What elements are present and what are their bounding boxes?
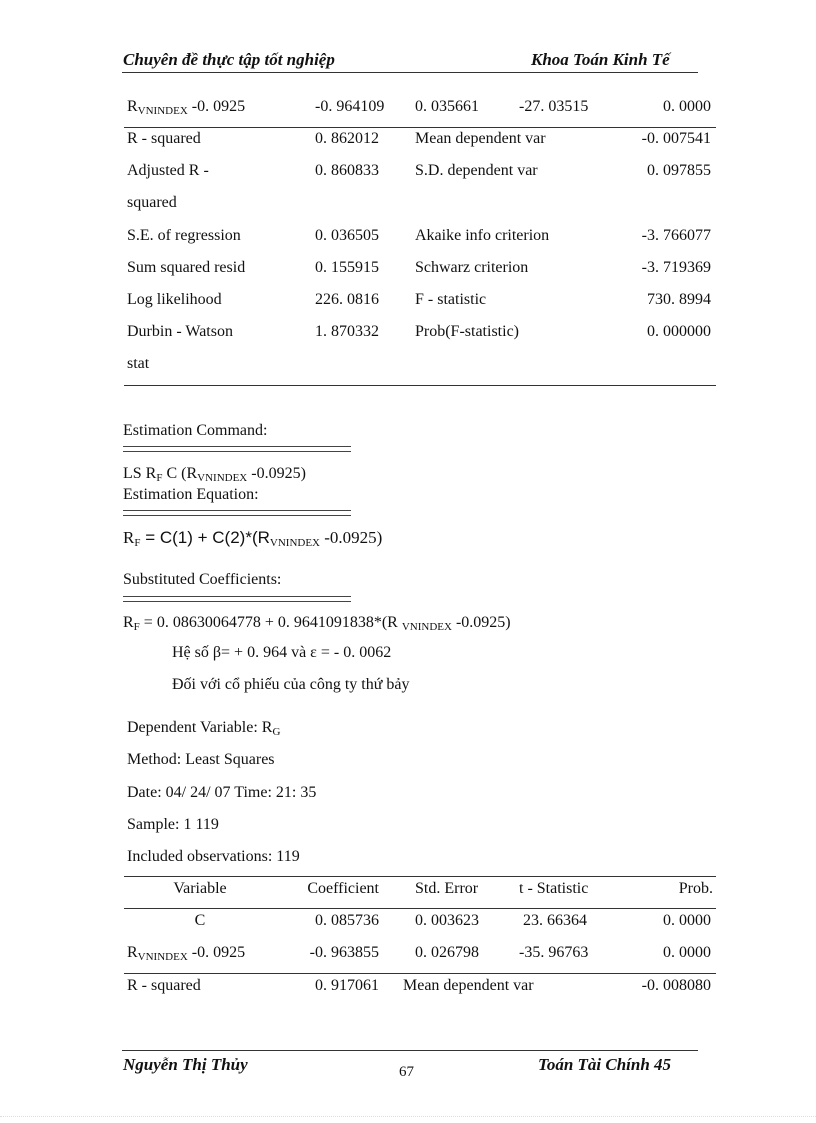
- se-regression-value: 0. 036505: [315, 227, 379, 244]
- f-stat-value: 730. 8994: [647, 291, 711, 308]
- prob-f-value: 0. 000000: [647, 323, 711, 340]
- r-squared2-value: 0. 917061: [315, 977, 379, 994]
- row-var2-label: $R_{VNINDEX}$ -0. 0925: [127, 944, 246, 963]
- included-observations: Included observations: 119: [127, 848, 300, 865]
- separator: [123, 510, 351, 516]
- row-var2-coef: -0. 963855: [309, 944, 379, 961]
- mean-dep2-label: Mean dependent var: [403, 977, 534, 994]
- row-var-se: 0. 035661: [415, 98, 479, 115]
- page-number: 67: [399, 1064, 414, 1080]
- f-stat-label: F - statistic: [415, 291, 487, 308]
- row-var2-prob: 0. 0000: [663, 944, 711, 961]
- sum-sq-value: 0. 155915: [315, 259, 379, 276]
- schwarz-label: Schwarz criterion: [415, 259, 529, 276]
- row-var-label: $R_{VNINDEX}$ -0. 0925: [127, 98, 246, 117]
- row-c-t: 23. 66364: [523, 912, 587, 929]
- col-variable: Variable: [173, 880, 227, 897]
- sd-dep-value: 0. 097855: [647, 162, 711, 179]
- method: Method: Least Squares: [127, 751, 275, 768]
- substituted-equation: $R_F = 0$. 08630064778 + 0. 9641091838*(R $_{VNINDEX}$ -0.0925): [123, 614, 511, 633]
- estimation-equation-title: Estimation Equation:: [123, 486, 259, 503]
- col-prob: Prob.: [678, 880, 713, 897]
- table2-rule-mid: [124, 973, 716, 974]
- header-left: Chuyên đề thực tập tốt nghiệp: [123, 50, 335, 69]
- header-right: Khoa Toán Kinh Tế: [531, 50, 670, 69]
- log-lik-value: 226. 0816: [315, 291, 379, 308]
- beta-epsilon-line: Hệ số β= + 0. 964 và ε = - 0. 0062: [172, 644, 392, 661]
- prob-f-label: Prob(F-statistic): [415, 323, 519, 340]
- footer-right: Toán Tài Chính 45: [538, 1055, 672, 1074]
- sd-dep-label: S.D. dependent var: [415, 162, 538, 179]
- page-edge: [0, 1116, 816, 1117]
- col-std-error: Std. Error: [415, 880, 479, 897]
- mean-dep-label: Mean dependent var: [415, 130, 546, 147]
- row-c-se: 0. 003623: [415, 912, 479, 929]
- se-regression-label: S.E. of regression: [127, 227, 241, 244]
- col-t-statistic: t - Statistic: [519, 880, 589, 897]
- estimation-equation: $R_F = C(1) + C(2)*(R_{VNINDEX}$ -0.0925): [123, 528, 383, 549]
- footer-left: Nguyễn Thị Thủy: [123, 1055, 248, 1074]
- mean-dep2-value: -0. 008080: [641, 977, 711, 994]
- adj-r-squared-value: 0. 860833: [315, 162, 379, 179]
- r-squared-label: R - squared: [127, 130, 201, 147]
- date-time: Date: 04/ 24/ 07 Time: 21: 35: [127, 784, 317, 801]
- sample: Sample: 1 119: [127, 816, 219, 833]
- table2-rule-top: [124, 876, 716, 877]
- estimation-command-title: Estimation Command:: [123, 422, 268, 439]
- row-var-prob: 0. 0000: [663, 98, 711, 115]
- col-coefficient: Coefficient: [307, 880, 379, 897]
- akaike-label: Akaike info criterion: [415, 227, 550, 244]
- row-c-prob: 0. 0000: [663, 912, 711, 929]
- row-var-t: -27. 03515: [519, 98, 589, 115]
- table1-rule-top: [124, 127, 716, 128]
- r-squared2-label: R - squared: [127, 977, 201, 994]
- dw-value: 1. 870332: [315, 323, 379, 340]
- separator: [123, 596, 351, 602]
- adj-r-squared-label-2: squared: [127, 194, 177, 211]
- adj-r-squared-label-1: Adjusted R -: [127, 162, 209, 179]
- schwarz-value: -3. 719369: [641, 259, 711, 276]
- company-line: Đối với cổ phiếu của công ty thứ bảy: [172, 676, 410, 693]
- row-var2-se: 0. 026798: [415, 944, 479, 961]
- header-rule: [122, 72, 698, 73]
- estimation-command: LS $R_F$ C ($R_{VNINDEX}$ -0.0925): [123, 465, 306, 484]
- dependent-variable: Dependent Variable: $R_G$: [127, 719, 281, 738]
- dw-label-1: Durbin - Watson: [127, 323, 233, 340]
- row-c-var: C: [194, 912, 206, 929]
- table2-header-rule: [124, 908, 716, 909]
- footer-rule: [122, 1050, 698, 1051]
- separator: [123, 446, 351, 452]
- mean-dep-value: -0. 007541: [641, 130, 711, 147]
- akaike-value: -3. 766077: [641, 227, 711, 244]
- log-lik-label: Log likelihood: [127, 291, 222, 308]
- table1-rule-bottom: [124, 385, 716, 386]
- r-squared-value: 0. 862012: [315, 130, 379, 147]
- row-var-coef: -0. 964109: [315, 98, 385, 115]
- dw-label-2: stat: [127, 355, 150, 372]
- row-var2-t: -35. 96763: [519, 944, 589, 961]
- row-c-coef: 0. 085736: [315, 912, 379, 929]
- sum-sq-label: Sum squared resid: [127, 259, 246, 276]
- substituted-title: Substituted Coefficients:: [123, 571, 282, 588]
